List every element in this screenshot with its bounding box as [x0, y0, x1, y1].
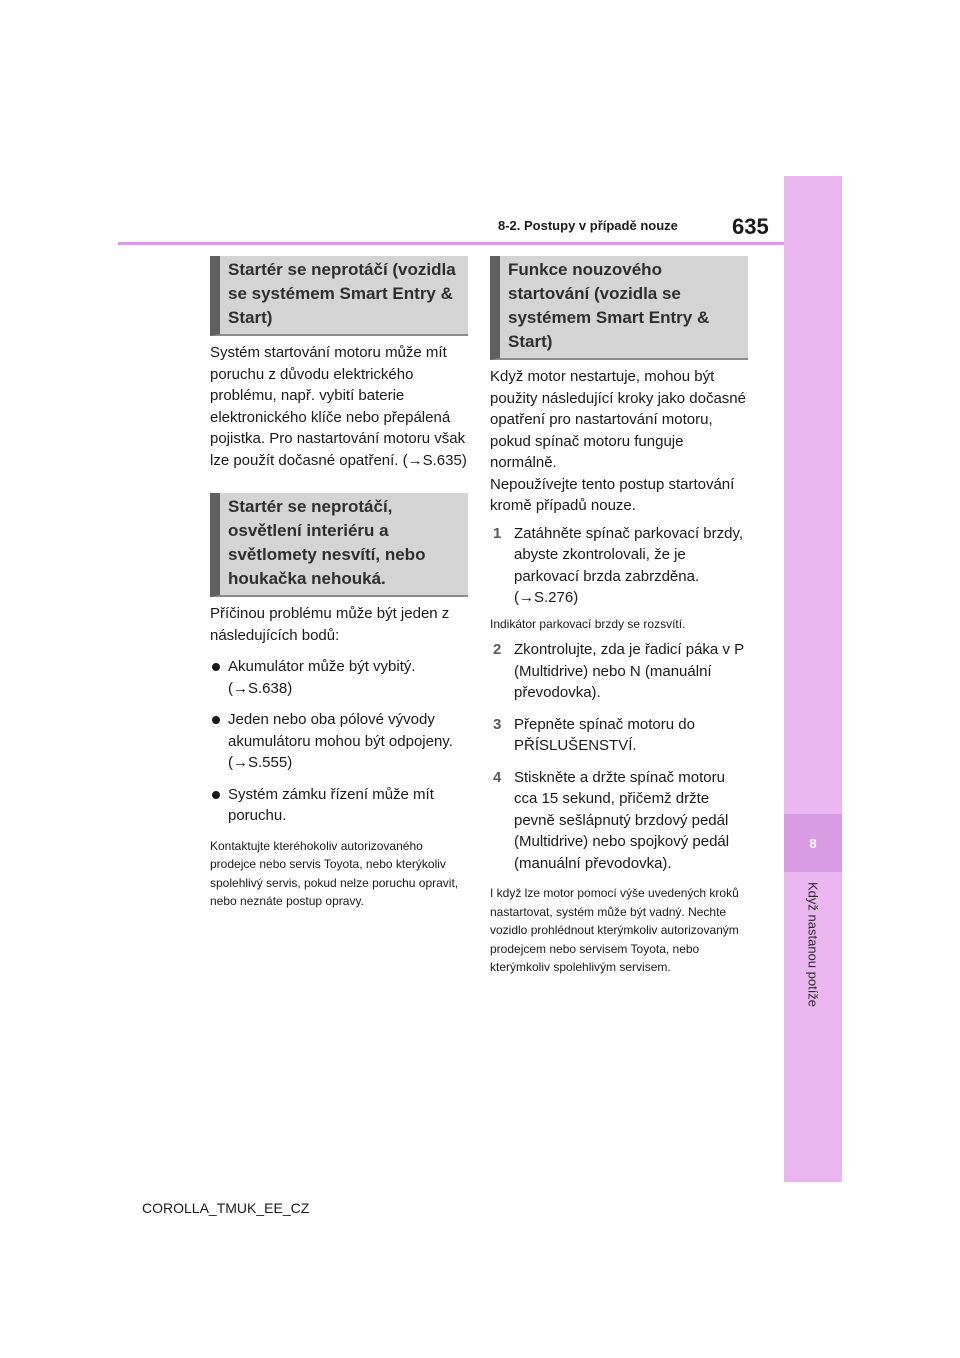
bullet-icon [212, 663, 220, 671]
page-number: 635 [732, 214, 769, 239]
chapter-title-vertical [784, 882, 842, 1032]
paragraph-possible-causes: Příčinou problému může být jeden z následujících bodů: [210, 605, 450, 644]
step-number: 2 [493, 641, 502, 658]
paragraph-starter-cause: Systém startování motoru může mít poruchu z důvodu elektrického problému, např. vybití baterie elektronického klíče nebo přepálená pojistka. Pro nastartování motoru však lze použít dočasné opatření. (→S.635) [210, 344, 467, 469]
list-item: Systém zámku řízení může mít poruchu. [210, 784, 468, 827]
paragraph-emergency-intro: Když motor nestartuje, mohou být použity následující kroky jako dočasné opatření pro nastartování motoru, pokud spínač motoru funguje normálně. [490, 368, 746, 471]
list-item: Akumulátor může být vybitý. (→S.638) [210, 656, 468, 699]
heading-emergency-start: Funkce nouzového startování (vozidla se systémem Smart Entry & Start) [490, 256, 748, 360]
left-column [210, 256, 468, 911]
list-item: Jeden nebo oba pólové vývody akumulátoru mohou být odpojeny. (→S.555) [210, 709, 468, 774]
step-number: 3 [493, 715, 502, 733]
bullet-icon [212, 791, 220, 799]
note-contact-dealer: Kontaktujte kteréhokoliv autorizovaného prodejce nebo servis Toyota, nebo kterýkoliv spolehlivý servis, pokud nelze poruchu opravit, nebo neznáte postup opravy. [210, 838, 459, 908]
footer-model-code: COROLLA_TMUK_EE_CZ [142, 1200, 310, 1216]
step-number: 1 [493, 524, 502, 542]
right-column [490, 256, 748, 977]
header-rule [118, 242, 784, 245]
note-have-inspected: I když lze motor pomocí výše uvedených kroků nastartovat, systém může být vadný. Nechte vozidlo prohlédnout kterýmkoliv autorizovaným prodejcem nebo servisem Toyota, nebo kterýmkoliv spolehlivým servisem. [490, 886, 739, 974]
heading-no-lights-no-horn: Startér se neprotáčí, osvětlení interiéru a světlomety nesvítí, nebo houkačka nehouká. [210, 493, 468, 597]
section-title: 8-2. Postupy v případě nouze [498, 218, 678, 233]
step-item: 3 Přepněte spínač motoru do PŘÍSLUŠENSTVÍ. [493, 715, 695, 754]
chapter-title: Když nastanou potíže [805, 882, 821, 1008]
step-item: 2 Zkontrolujte, zda je řadicí páka v P (Multidrive) nebo N (manuální převodovka). [493, 641, 744, 701]
step1-note: Indikátor parkovací brzdy se rozsvítí. [490, 616, 686, 631]
bullet-icon [212, 716, 220, 724]
step-item: 4 Stiskněte a držte spínač motoru cca 15 sekund, přičemž držte pevně sešlápnutý brzdový pedál (Multidrive) nebo spojkový pedál (manuální převodovka). [493, 768, 730, 872]
paragraph-emergency-warning: Nepoužívejte tento postup startování kromě případů nouze. [490, 475, 735, 514]
chapter-number-tab[interactable]: 8 [784, 814, 842, 872]
heading-starter-not-cranking: Startér se neprotáčí (vozidla se systémem Smart Entry & Start) [210, 256, 468, 336]
step-item: 1 Zatáhněte spínač parkovací brzdy, abyste zkontrolovali, že je parkovací brzda zabrzděna. (→S.276) [493, 524, 744, 606]
step-number: 4 [493, 768, 502, 786]
